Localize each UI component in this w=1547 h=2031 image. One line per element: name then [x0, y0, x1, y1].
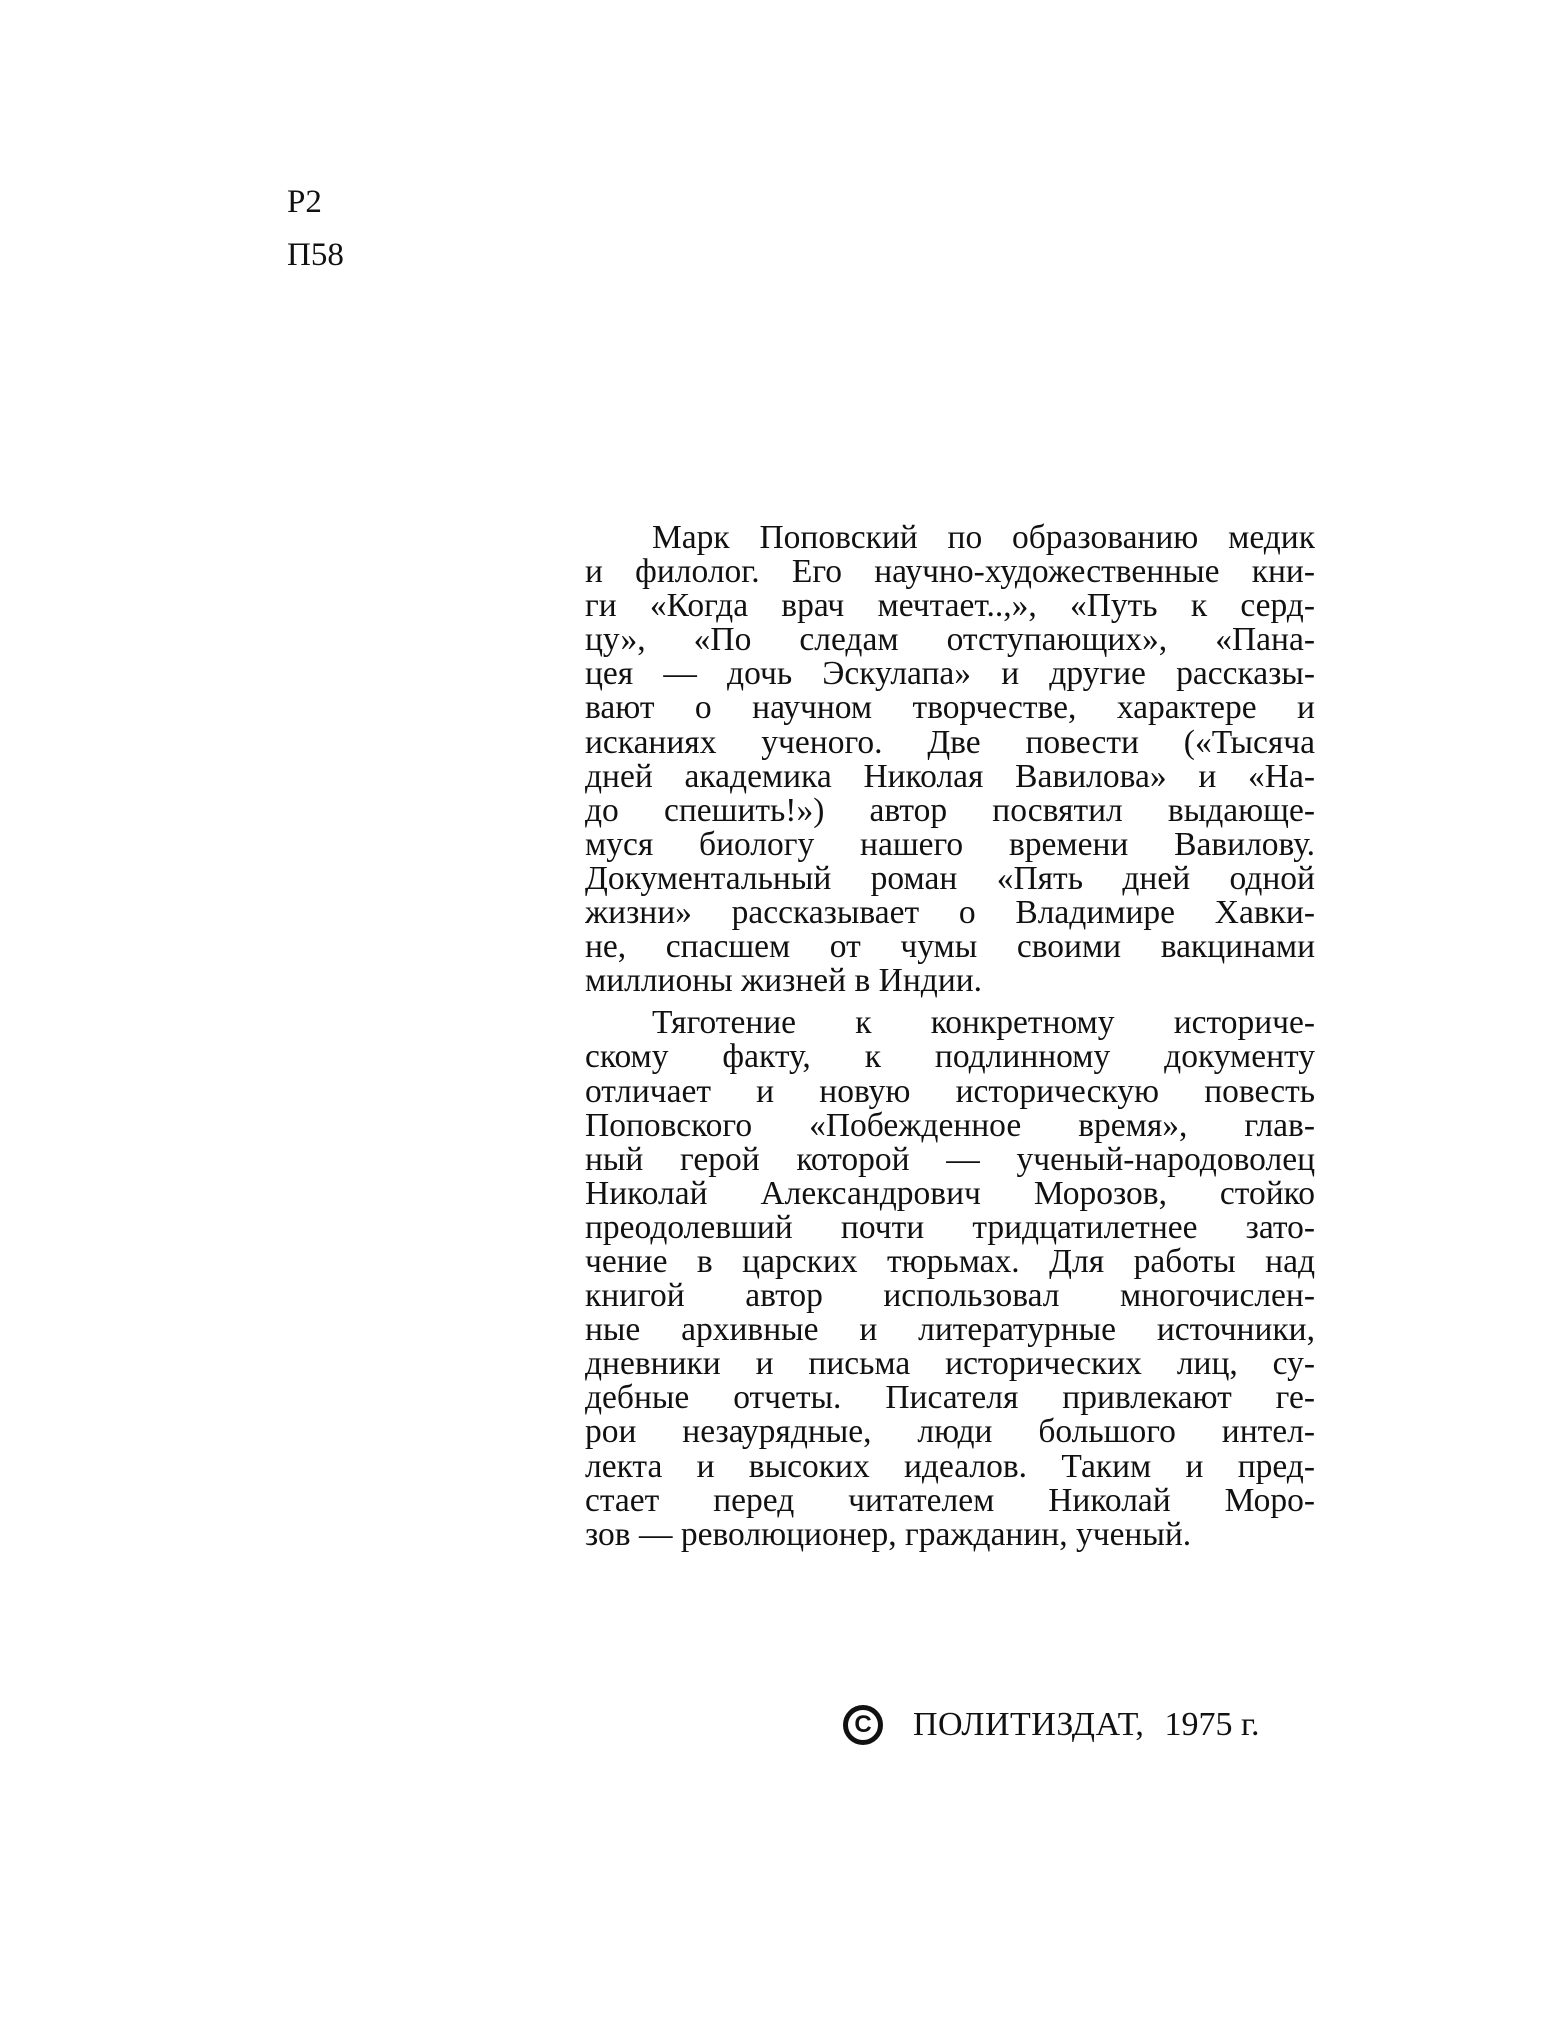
text-line: Поповского «Побежденное время», глав-	[585, 1108, 1315, 1143]
publisher-name: ПОЛИТИЗДАТ,	[913, 1706, 1145, 1743]
text-line: лекта и высоких идеалов. Таким и пред-	[585, 1449, 1315, 1484]
copyright-icon: C	[843, 1705, 883, 1745]
text-line: дебные отчеты. Писателя привлекают ге-	[585, 1381, 1315, 1416]
text-line: книгой автор использовал многочислен-	[585, 1279, 1315, 1314]
text-line: миллионы жизней в Индии.	[585, 964, 983, 999]
bbk-code: Р2	[287, 184, 322, 220]
text-line: вают о научном творчестве, характере и	[585, 691, 1315, 726]
text-line: чение в царских тюрьмах. Для работы над	[585, 1244, 1315, 1280]
text-line: цу», «По следам отступающих», «Пана-	[585, 623, 1315, 658]
text-line: дней академика Николая Вавилова» и «На-	[585, 759, 1315, 794]
text-line: ный герой которой — ученый-народоволец	[585, 1142, 1315, 1177]
text-line: отличает и новую историческую повесть	[585, 1074, 1315, 1109]
author-mark: П58	[287, 237, 344, 273]
text-line: Тяготение к конкретному историче-	[652, 1006, 1315, 1041]
text-line: исканиях ученого. Две повести («Тысяча	[585, 725, 1315, 760]
text-line: муся биологу нашего времени Вавилову.	[585, 827, 1315, 862]
annotation-paragraph	[585, 521, 1315, 998]
text-line: и филолог. Его научно-художественные кни-	[585, 555, 1315, 590]
text-line: до спешить!») автор посвятил выдающе-	[585, 793, 1315, 828]
text-line: дневники и письма исторических лиц, су-	[585, 1347, 1315, 1382]
text-line: преодолевший почти тридцатилетнее зато-	[585, 1210, 1315, 1245]
text-line: зов — революционер, гражданин, ученый.	[585, 1517, 1192, 1552]
annotation-paragraph	[585, 1006, 1315, 1552]
text-line: цея — дочь Эскулапа» и другие рассказы-	[585, 657, 1315, 692]
text-line: рои незаурядные, люди большого интел-	[585, 1415, 1315, 1450]
text-line: не, спасшем от чумы своими вакцинами	[585, 930, 1315, 965]
text-line: жизни» рассказывает о Владимире Хавки-	[585, 896, 1315, 931]
classification-codes	[287, 176, 344, 282]
book-annotation	[585, 521, 1315, 1552]
text-line: Документальный роман «Пять дней одной	[585, 861, 1315, 897]
copyright-imprint	[843, 1705, 1260, 1745]
publication-year: 1975 г.	[1164, 1706, 1260, 1743]
text-line: Марк Поповский по образованию медик	[652, 521, 1315, 556]
text-line: скому факту, к подлинному документу	[585, 1040, 1315, 1075]
text-line: стает перед читателем Николай Моро-	[585, 1483, 1315, 1518]
text-line: ные архивные и литературные источники,	[585, 1313, 1315, 1348]
text-line: Николай Александрович Морозов, стойко	[585, 1176, 1315, 1211]
text-line: ги «Когда врач мечтает..,», «Путь к серд-	[585, 589, 1315, 624]
